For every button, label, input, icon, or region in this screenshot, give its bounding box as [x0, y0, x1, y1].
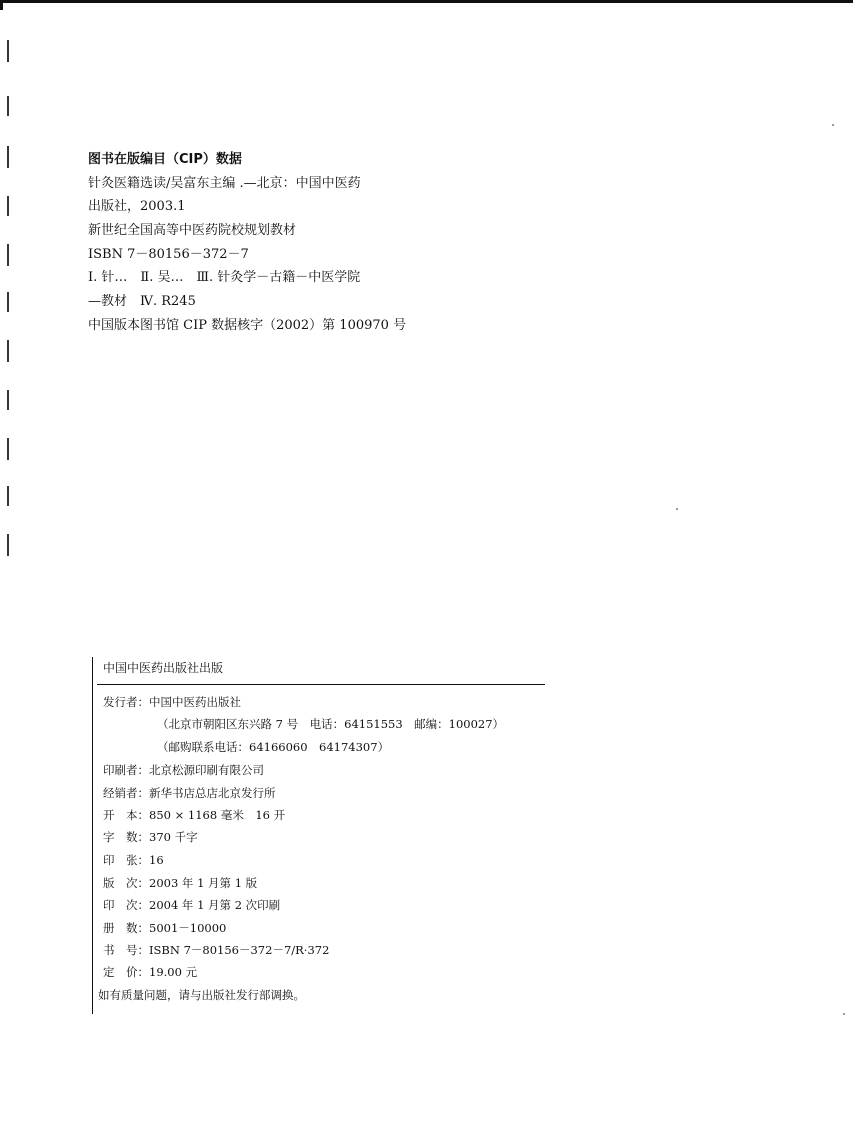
binding-edge-mark: [7, 96, 9, 116]
colophon-row-seller: [103, 785, 276, 801]
colophon-row-book-number: [103, 942, 329, 958]
binding-edge-mark: [7, 292, 9, 312]
binding-edge-mark: [7, 340, 9, 362]
colophon-value: 北京松源印刷有限公司: [149, 763, 264, 777]
binding-edge-mark: [7, 196, 9, 216]
colophon-left-rule: [92, 657, 93, 1014]
cip-line-classification: —教材 Ⅳ. R245: [88, 294, 196, 310]
colophon-divider: [97, 684, 545, 685]
colophon-row-distributor: [103, 694, 241, 710]
cip-title: 图书在版编目（CIP）数据: [88, 152, 242, 167]
top-border-cap: [0, 0, 3, 10]
colophon-value: 如有质量问题，请与出版社发行部调换。: [98, 988, 305, 1002]
colophon-row-word-count: [103, 829, 198, 845]
colophon-row-mail-order-phone: [157, 739, 389, 755]
colophon-value: 16: [149, 853, 164, 867]
cip-line-cataloging-number: 中国版本图书馆 CIP 数据核字（2002）第 100970 号: [88, 317, 407, 333]
colophon-row-print-run: [103, 920, 226, 936]
colophon-key: 发行者：: [103, 695, 149, 709]
colophon-publisher-header: 中国中医药出版社出版: [103, 661, 224, 675]
scan-speck: [676, 508, 678, 510]
cip-line-subjects: Ⅰ. 针… Ⅱ. 吴… Ⅲ. 针灸学－古籍－中医学院: [88, 270, 361, 286]
cip-line-isbn: ISBN 7－80156－372－7: [88, 246, 249, 262]
colophon-value: ISBN 7－80156－372－7/R·372: [149, 943, 330, 957]
colophon-key: 开 本：: [103, 808, 149, 822]
cip-data-block: [88, 148, 548, 338]
scan-speck: [843, 1013, 845, 1015]
binding-edge-mark: [7, 534, 9, 556]
colophon-row-quality-notice: [98, 987, 305, 1003]
colophon-value: 19.00 元: [149, 965, 198, 979]
colophon-row-printing: [103, 897, 280, 913]
top-border-line: [0, 0, 853, 3]
colophon-row-format: [103, 807, 285, 823]
colophon-row-edition: [103, 875, 257, 891]
binding-edge-mark: [7, 40, 9, 62]
cip-line-book-title: 针灸医籍选读/吴富东主编 .—北京：中国中医药: [88, 175, 361, 191]
colophon-value: 2004 年 1 月第 2 次印刷: [149, 898, 281, 912]
colophon-row-address: [157, 716, 504, 732]
scan-speck: [832, 124, 834, 126]
colophon-row-price: [103, 964, 197, 980]
colophon-key: 书 号：: [103, 943, 149, 957]
colophon-value: 370 千字: [149, 830, 198, 844]
binding-edge-mark: [7, 146, 9, 168]
colophon-value: 2003 年 1 月第 1 版: [149, 876, 258, 890]
binding-edge-mark: [7, 438, 9, 460]
binding-edge-mark: [7, 390, 9, 410]
colophon-value: 中国中医药出版社: [149, 695, 241, 709]
colophon-key: 经销者：: [103, 786, 149, 800]
colophon-value: （北京市朝阳区东兴路 7 号 电话：64151553 邮编：100027）: [157, 717, 505, 731]
binding-edge-mark: [7, 486, 9, 506]
colophon-key: 册 数：: [103, 921, 149, 935]
colophon-key: 印 张：: [103, 853, 149, 867]
colophon-key: 印刷者：: [103, 763, 149, 777]
colophon-value: 新华书店总店北京发行所: [149, 786, 276, 800]
colophon-key: 印 次：: [103, 898, 149, 912]
colophon-key: 版 次：: [103, 876, 149, 890]
colophon-row-printer: [103, 762, 264, 778]
colophon-key: 定 价：: [103, 965, 149, 979]
cip-line-publisher-year: 出版社，2003.1: [88, 199, 186, 215]
cip-line-series: 新世纪全国高等中医药院校规划教材: [88, 223, 297, 239]
colophon-key: 字 数：: [103, 830, 149, 844]
binding-edge-mark: [7, 244, 9, 266]
colophon-value: 5001－10000: [149, 921, 227, 935]
colophon-row-sheets: [103, 852, 164, 868]
colophon-value: 850 × 1168 毫米 16 开: [149, 808, 286, 822]
colophon-value: （邮购联系电话：64166060 64174307）: [157, 740, 390, 754]
